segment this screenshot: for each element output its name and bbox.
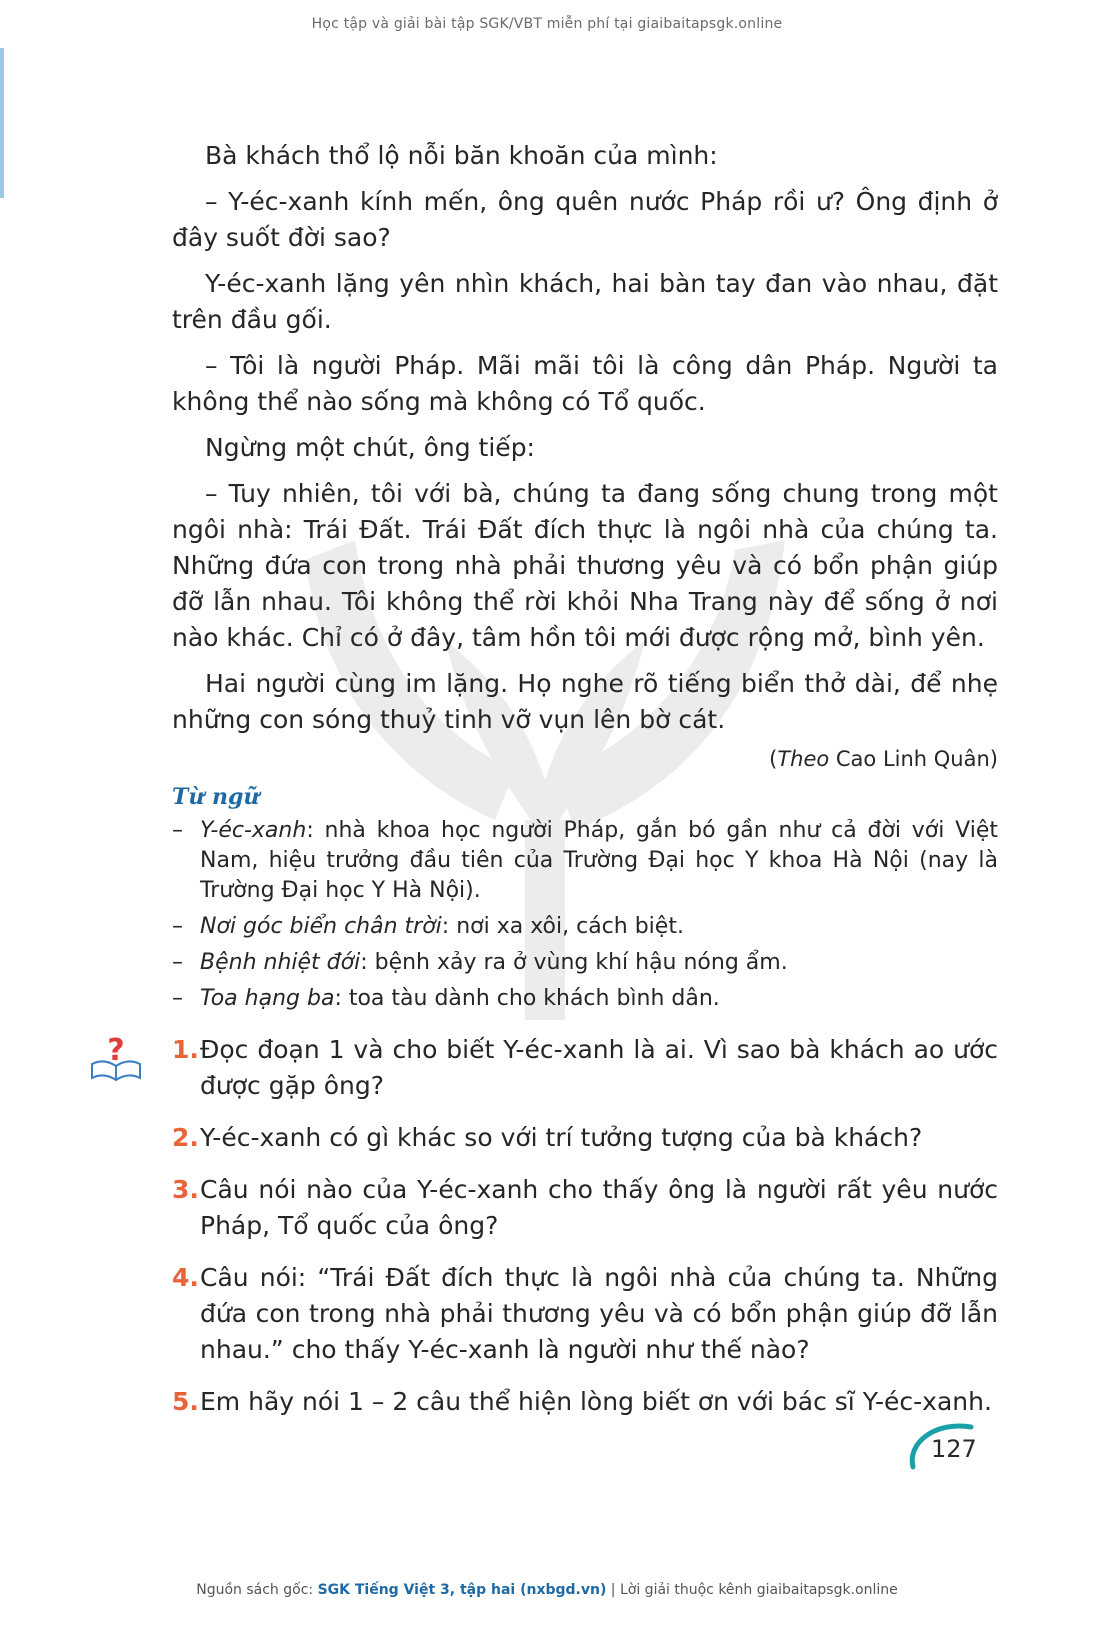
question-list [172,1032,998,1420]
footer-source-link[interactable]: SGK Tiếng Việt 3, tập hai (nxbgd.vn) [317,1582,607,1598]
page-number: 127 [931,1435,977,1463]
page-footer [0,1582,1094,1598]
question-number: 2. [172,1123,199,1152]
story-paragraph: Bà khách thổ lộ nỗi băn khoăn của mình: [205,141,718,170]
footer-prefix: Nguồn sách gốc: [196,1582,318,1598]
vocab-item [172,948,998,978]
story-paragraph: Hai người cùng im lặng. Họ nghe rõ tiếng biển thở dài, để nhẹ những con sóng thuỷ tinh vỡ vụn lên bờ cát. [172,669,998,734]
list-dash: – [172,950,183,975]
page-header: Học tập và giải bài tập SGK/VBT miễn phí tại giaibaitapsgk.online [311,16,783,32]
story-paragraph: Ngừng một chút, ông tiếp: [205,433,535,462]
vocab-definition: : toa tàu dành cho khách bình dân. [334,986,720,1011]
vocab-term: Nơi góc biển chân trời [200,914,442,939]
question-text: Đọc đoạn 1 và cho biết Y-éc-xanh là ai. Vì sao bà khách ao ước được gặp ông? [200,1035,998,1100]
vocab-term: Bệnh nhiệt đới [200,950,361,975]
list-dash: – [172,914,183,939]
question-item [172,1384,998,1420]
vocab-item [172,816,998,906]
question-number: 5. [172,1387,199,1416]
question-text: Em hãy nói 1 – 2 câu thể hiện lòng biết ơn với bác sĩ Y-éc-xanh. [200,1387,992,1416]
question-text: Câu nói nào của Y-éc-xanh cho thấy ông là người rất yêu nước Pháp, Tổ quốc của ông? [200,1175,998,1240]
list-dash: – [172,986,183,1011]
page-edge-strip [0,48,4,198]
story-paragraph: – Tôi là người Pháp. Mãi mãi tôi là công dân Pháp. Người ta không thể nào sống mà không có Tổ quốc. [172,351,998,416]
source-prefix: Theo [777,747,830,771]
source-citation [172,744,998,774]
story-paragraph: – Y-éc-xanh kính mến, ông quên nước Pháp rồi ư? Ông định ở đây suốt đời sao? [172,187,998,252]
vocab-definition: : bệnh xảy ra ở vùng khí hậu nóng ẩm. [360,950,788,975]
vocab-term: Y-éc-xanh [200,818,307,843]
page-number-badge [905,1415,985,1475]
source-open-paren: ( [769,747,778,771]
list-dash: – [172,818,183,843]
vocab-list [172,816,998,1014]
question-number: 3. [172,1175,199,1204]
story-paragraph: Y-éc-xanh lặng yên nhìn khách, hai bàn tay đan vào nhau, đặt trên đầu gối. [172,269,998,334]
question-text: Y-éc-xanh có gì khác so với trí tưởng tượng của bà khách? [200,1123,923,1152]
vocab-term: Toa hạng ba [200,986,335,1011]
vocab-title: Từ ngữ [172,784,260,810]
vocab-item [172,984,998,1014]
question-text: Câu nói: “Trái Đất đích thực là ngôi nhà của chúng ta. Những đứa con trong nhà phải thương yêu và có bổn phận giúp đỡ lẫn nhau.” cho thấy Y-éc-xanh là người như thế nào? [200,1263,998,1364]
vocab-item [172,912,998,942]
source-author: Cao Linh Quân) [829,747,998,771]
vocab-definition: : nhà khoa học người Pháp, gắn bó gần như cả đời với Việt Nam, hiệu trưởng đầu tiên của Trường Đại học Y khoa Hà Nội (nay là Trường Đại học Y Hà Nội). [200,818,998,903]
footer-suffix: | Lời giải thuộc kênh giaibaitapsgk.online [606,1582,898,1598]
story-paragraph: – Tuy nhiên, tôi với bà, chúng ta đang sống chung trong một ngôi nhà: Trái Đất. Trái Đất đích thực là ngôi nhà của chúng ta. Những đứa con trong nhà phải thương yêu và có bổn phận giúp đỡ lẫn nhau. Tôi không thể rời khỏi Nha Trang này để sống ở nơi nào khác. Chỉ có ở đây, tâm hồn tôi mới được rộng mở, bình yên. [172,479,998,652]
svg-text:?: ? [107,1033,125,1068]
question-item [172,1120,998,1156]
question-number: 4. [172,1263,199,1292]
vocab-definition: : nơi xa xôi, cách biệt. [441,914,684,939]
question-number: 1. [172,1035,199,1064]
question-item [172,1260,998,1368]
question-book-icon [88,1030,144,1086]
question-item [172,1172,998,1244]
question-item [172,1032,998,1104]
main-content [172,138,998,1436]
